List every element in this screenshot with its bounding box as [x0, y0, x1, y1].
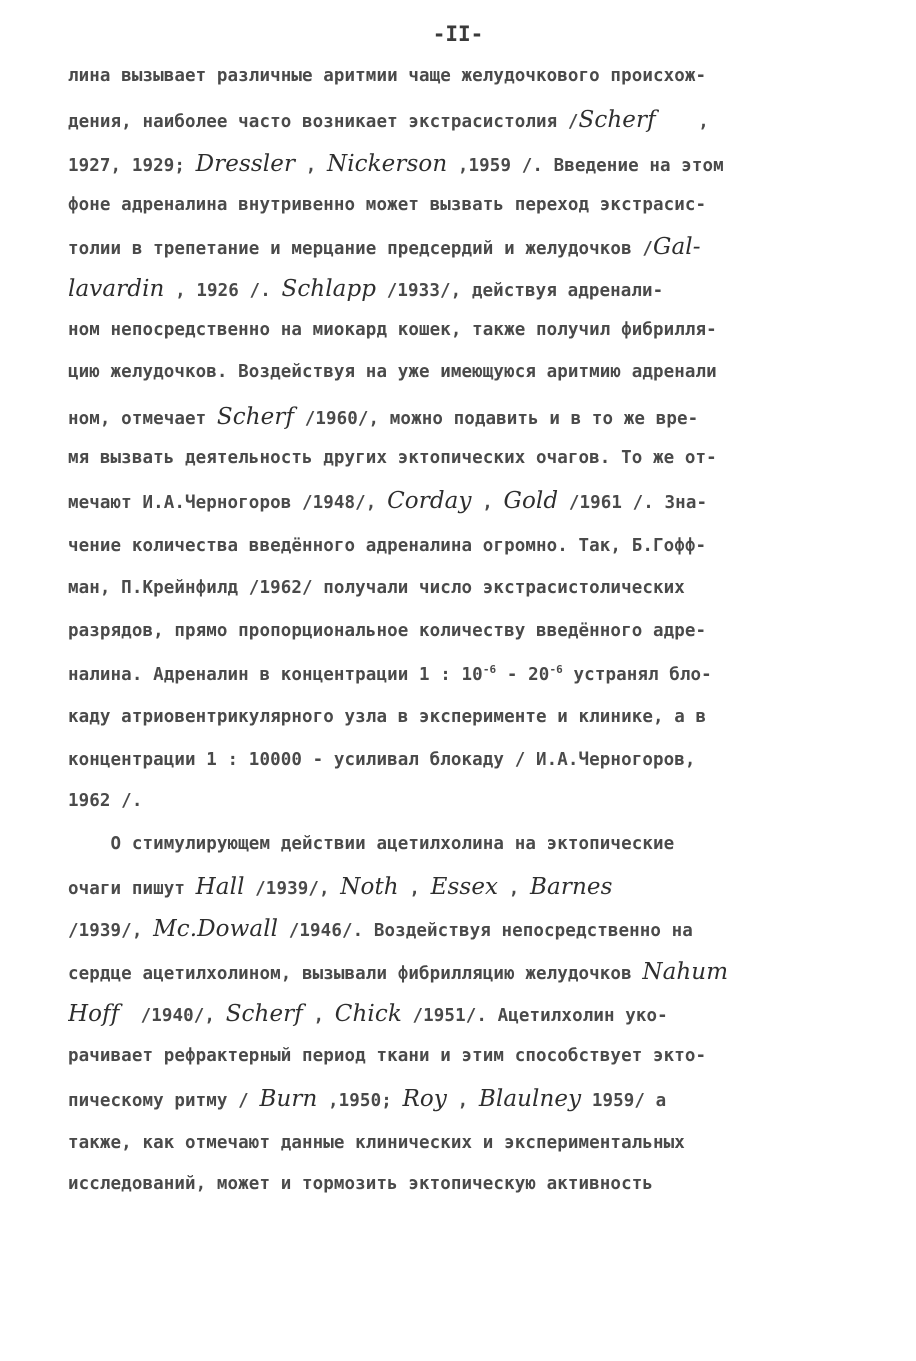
typed-text: концентрации 1 : 10000 - усиливал блокаду / И.А.Черногоров,: [68, 750, 696, 770]
typed-text: цию желудочков. Воздействуя на уже имеющуюся аритмию адренали: [68, 362, 717, 382]
exponent: -6: [549, 663, 563, 677]
handwritten-name: Scherf: [225, 1002, 303, 1027]
handwritten-name: Hall: [195, 875, 245, 900]
typed-text: мечают И.А.Черногоров /1948/,: [68, 493, 388, 513]
text-line: [68, 1131, 848, 1155]
text-line: [68, 960, 848, 986]
typed-text: рачивает рефрактерный период ткани и этим способствует экто-: [68, 1046, 707, 1066]
text-line: [68, 1087, 848, 1113]
typed-text: /1960/, можно подавить и в то же вре-: [294, 409, 699, 429]
typed-text: лина вызывает различные аритмии чаще желудочкового происхож-: [68, 66, 707, 86]
typed-text: разрядов, прямо пропорциональное количеству введённого адре-: [68, 621, 707, 641]
typed-text: мя вызвать деятельность других эктопических очагов. То же от-: [68, 448, 717, 468]
text-line: [68, 1002, 848, 1028]
handwritten-name: Nickerson: [326, 152, 448, 177]
text-line: [68, 534, 848, 558]
typed-text: ,: [446, 1091, 479, 1111]
typed-text: ,: [302, 1006, 335, 1026]
text-line: [68, 705, 848, 729]
typed-text: также, как отмечают данные клинических и экспериментальных: [68, 1133, 685, 1153]
handwritten-name: Schlapp: [281, 277, 377, 302]
text-line: [68, 446, 848, 470]
text-line: [68, 1172, 848, 1196]
text-line: [68, 277, 848, 303]
text-line: [68, 789, 848, 813]
text-line: [68, 235, 848, 261]
text-line: [68, 917, 848, 943]
typed-text: /1939/,: [244, 879, 341, 899]
handwritten-name: Chick: [334, 1002, 402, 1027]
text-line: [68, 405, 848, 431]
text-line: [68, 360, 848, 384]
typed-text: /1961 /. Зна-: [558, 493, 708, 513]
typed-text: дения, наиболее часто возникает экстрасистолия /: [68, 112, 579, 132]
exponent: -6: [482, 663, 497, 677]
typed-text: ,1950;: [317, 1091, 403, 1111]
handwritten-name: Gold: [503, 489, 559, 514]
typed-text: ном непосредственно на миокард кошек, также получил фибрилля-: [68, 320, 717, 340]
text-line: [68, 489, 848, 515]
typed-text: ,: [471, 493, 504, 513]
text-line: [68, 152, 848, 178]
text-line: [68, 576, 848, 600]
typed-text: 1927, 1929;: [68, 156, 196, 176]
handwritten-name: Essex: [430, 875, 499, 900]
typed-text: /1939/,: [68, 921, 154, 941]
typed-text: - 20: [496, 665, 550, 685]
typed-text: /1940/,: [119, 1006, 226, 1026]
handwritten-name: Burn: [259, 1087, 318, 1112]
typed-text: ном, отмечает: [68, 409, 217, 429]
handwritten-name: Mc.Dowall: [153, 917, 279, 942]
typed-text: сердце ацетилхолином, вызывали фибрилляцию желудочков: [68, 964, 643, 984]
text-line: [68, 64, 848, 88]
text-line: [68, 619, 848, 643]
handwritten-name: Scherf: [578, 108, 656, 133]
typed-text: ,: [398, 879, 431, 899]
typed-text: налина. Адреналин в концентрации 1 : 10: [68, 665, 483, 685]
typed-text: устранял бло-: [562, 665, 712, 685]
handwritten-name: Corday: [387, 489, 472, 514]
handwritten-name: Roy: [402, 1087, 447, 1112]
text-line: [68, 108, 848, 134]
typed-text: О стимулирующем действии ацетилхолина на эктопические: [68, 834, 675, 854]
typed-text: ,: [655, 112, 709, 132]
text-line: [68, 875, 848, 901]
typed-text: фоне адреналина внутривенно может вызвать переход экстрасис-: [68, 195, 707, 215]
handwritten-name: Hoff: [68, 1002, 120, 1027]
text-line: [68, 748, 848, 772]
typed-text: чение количества введённого адреналина огромно. Так, Б.Гофф-: [68, 536, 707, 556]
handwritten-name: lavardin: [68, 277, 165, 302]
handwritten-name: Dressler: [195, 152, 296, 177]
text-line: [68, 193, 848, 217]
text-line: [68, 663, 848, 687]
text-line: [68, 832, 848, 856]
handwritten-name: Gal-: [652, 235, 701, 260]
typed-text: очаги пишут: [68, 879, 196, 899]
typed-text: каду атриовентрикулярного узла в эксперименте и клинике, а в: [68, 707, 707, 727]
typed-text: , 1926 /.: [164, 281, 282, 301]
typed-text: ,: [295, 156, 327, 176]
typed-text: толии в трепетание и мерцание предсердий и желудочков /: [68, 239, 653, 259]
typed-text: ман, П.Крейнфилд /1962/ получали число экстрасистолических: [68, 578, 685, 598]
typed-text: ,1959 /. Введение на этом: [447, 156, 724, 176]
handwritten-name: Blaulney: [478, 1087, 582, 1112]
typed-text: /1951/. Ацетилхолин уко-: [401, 1006, 668, 1026]
typed-text: ,: [498, 879, 531, 899]
text-line: [68, 1044, 848, 1068]
text-line: [68, 318, 848, 342]
handwritten-name: Noth: [340, 875, 399, 900]
typed-text: /1946/. Воздействуя непосредственно на: [278, 921, 693, 941]
handwritten-name: Barnes: [530, 875, 613, 900]
typed-text: пическому ритму /: [68, 1091, 260, 1111]
typed-text: /1933/, действуя адренали-: [376, 281, 664, 301]
handwritten-name: Nahum: [642, 960, 729, 985]
typed-text: 1962 /.: [68, 791, 143, 811]
page-number: -II-: [432, 22, 484, 46]
typed-text: исследований, может и тормозить эктопическую активность: [68, 1174, 653, 1194]
typed-text: 1959/ а: [581, 1091, 667, 1111]
handwritten-name: Scherf: [216, 405, 295, 430]
